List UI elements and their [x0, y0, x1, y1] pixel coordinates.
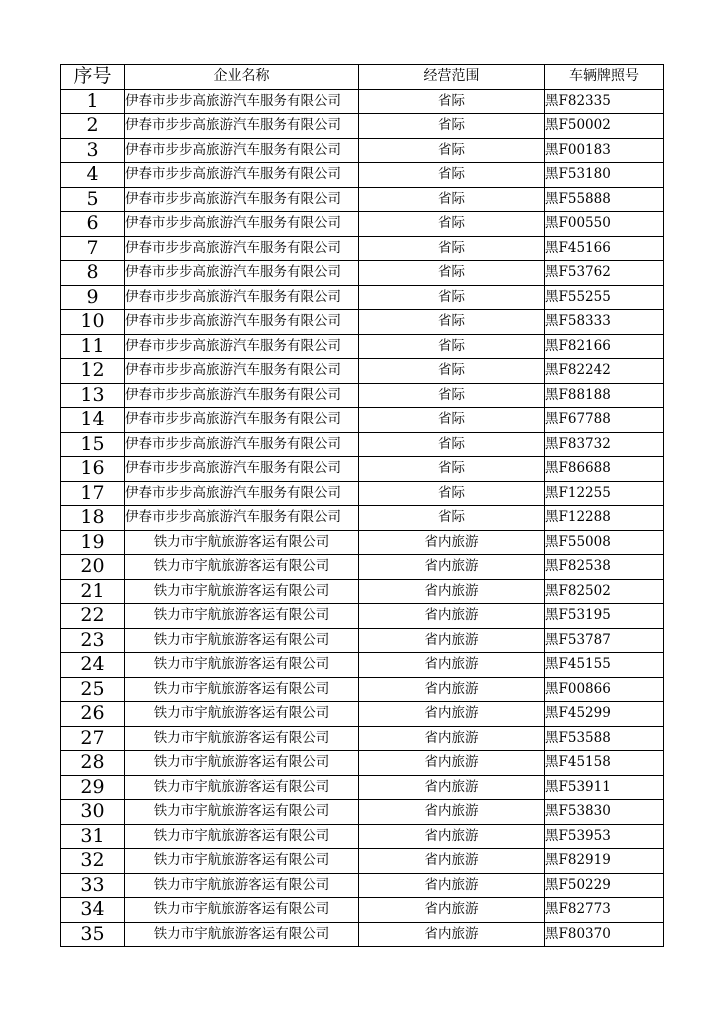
- row-plate-cell: 黑F82166: [545, 334, 664, 359]
- row-company-cell: 伊春市步步高旅游汽车服务有限公司: [125, 212, 359, 237]
- row-plate-cell: 黑F45158: [545, 751, 664, 776]
- row-seq-cell: 13: [61, 383, 125, 408]
- row-scope-cell: 省内旅游: [359, 702, 545, 727]
- header-company: 企业名称: [125, 65, 359, 90]
- table-row: [61, 114, 664, 139]
- row-seq-cell: 20: [61, 555, 125, 580]
- row-scope-cell: 省际: [359, 481, 545, 506]
- row-seq-cell: 22: [61, 604, 125, 629]
- row-scope-cell: 省内旅游: [359, 628, 545, 653]
- row-company-cell: 铁力市宇航旅游客运有限公司: [125, 677, 359, 702]
- row-plate-cell: 黑F55008: [545, 530, 664, 555]
- row-plate-cell: 黑F55888: [545, 187, 664, 212]
- row-seq-cell: 35: [61, 922, 125, 947]
- table-row: [61, 334, 664, 359]
- table-row: [61, 751, 664, 776]
- row-company-cell: 铁力市宇航旅游客运有限公司: [125, 849, 359, 874]
- table-row: [61, 359, 664, 384]
- row-scope-cell: 省内旅游: [359, 849, 545, 874]
- row-scope-cell: 省内旅游: [359, 800, 545, 825]
- row-plate-cell: 黑F50002: [545, 114, 664, 139]
- table-row: [61, 163, 664, 188]
- row-scope-cell: 省际: [359, 334, 545, 359]
- table-row: [61, 726, 664, 751]
- row-company-cell: 伊春市步步高旅游汽车服务有限公司: [125, 481, 359, 506]
- row-plate-cell: 黑F82242: [545, 359, 664, 384]
- table-row: [61, 653, 664, 678]
- row-seq-cell: 7: [61, 236, 125, 261]
- row-company-cell: 铁力市宇航旅游客运有限公司: [125, 530, 359, 555]
- row-seq-cell: 34: [61, 898, 125, 923]
- row-scope-cell: 省际: [359, 212, 545, 237]
- row-company-cell: 铁力市宇航旅游客运有限公司: [125, 873, 359, 898]
- table-row: [61, 922, 664, 947]
- row-scope-cell: 省内旅游: [359, 555, 545, 580]
- row-scope-cell: 省内旅游: [359, 751, 545, 776]
- row-seq-cell: 28: [61, 751, 125, 776]
- row-seq-cell: 2: [61, 114, 125, 139]
- row-seq-cell: 9: [61, 285, 125, 310]
- header-plate: 车辆牌照号: [545, 65, 664, 90]
- table-body: [61, 89, 664, 947]
- row-company-cell: 伊春市步步高旅游汽车服务有限公司: [125, 457, 359, 482]
- row-scope-cell: 省际: [359, 408, 545, 433]
- row-plate-cell: 黑F86688: [545, 457, 664, 482]
- row-seq-cell: 33: [61, 873, 125, 898]
- row-plate-cell: 黑F88188: [545, 383, 664, 408]
- row-scope-cell: 省际: [359, 261, 545, 286]
- table-row: [61, 138, 664, 163]
- row-company-cell: 伊春市步步高旅游汽车服务有限公司: [125, 310, 359, 335]
- row-seq-cell: 17: [61, 481, 125, 506]
- table-row: [61, 236, 664, 261]
- row-seq-cell: 26: [61, 702, 125, 727]
- table-row: [61, 849, 664, 874]
- row-plate-cell: 黑F53830: [545, 800, 664, 825]
- row-seq-cell: 16: [61, 457, 125, 482]
- row-scope-cell: 省内旅游: [359, 604, 545, 629]
- row-plate-cell: 黑F53911: [545, 775, 664, 800]
- row-company-cell: 伊春市步步高旅游汽车服务有限公司: [125, 408, 359, 433]
- row-scope-cell: 省际: [359, 187, 545, 212]
- header-scope: 经营范围: [359, 65, 545, 90]
- row-plate-cell: 黑F67788: [545, 408, 664, 433]
- row-scope-cell: 省际: [359, 138, 545, 163]
- table-row: [61, 579, 664, 604]
- row-plate-cell: 黑F53762: [545, 261, 664, 286]
- row-company-cell: 伊春市步步高旅游汽车服务有限公司: [125, 506, 359, 531]
- table-row: [61, 285, 664, 310]
- row-scope-cell: 省际: [359, 432, 545, 457]
- row-scope-cell: 省际: [359, 89, 545, 114]
- row-scope-cell: 省内旅游: [359, 898, 545, 923]
- row-scope-cell: 省际: [359, 285, 545, 310]
- table-row: [61, 481, 664, 506]
- row-company-cell: 铁力市宇航旅游客运有限公司: [125, 800, 359, 825]
- row-plate-cell: 黑F53180: [545, 163, 664, 188]
- row-plate-cell: 黑F50229: [545, 873, 664, 898]
- row-seq-cell: 29: [61, 775, 125, 800]
- row-plate-cell: 黑F00550: [545, 212, 664, 237]
- row-seq-cell: 18: [61, 506, 125, 531]
- row-company-cell: 铁力市宇航旅游客运有限公司: [125, 824, 359, 849]
- row-plate-cell: 黑F82919: [545, 849, 664, 874]
- table-row: [61, 898, 664, 923]
- table-row: [61, 775, 664, 800]
- table-row: [61, 702, 664, 727]
- row-scope-cell: 省内旅游: [359, 824, 545, 849]
- table-row: [61, 800, 664, 825]
- row-plate-cell: 黑F45166: [545, 236, 664, 261]
- row-seq-cell: 31: [61, 824, 125, 849]
- table-row: [61, 628, 664, 653]
- row-plate-cell: 黑F53195: [545, 604, 664, 629]
- row-plate-cell: 黑F12255: [545, 481, 664, 506]
- row-company-cell: 伊春市步步高旅游汽车服务有限公司: [125, 383, 359, 408]
- row-scope-cell: 省际: [359, 310, 545, 335]
- row-plate-cell: 黑F53588: [545, 726, 664, 751]
- table-row: [61, 873, 664, 898]
- row-company-cell: 伊春市步步高旅游汽车服务有限公司: [125, 138, 359, 163]
- row-scope-cell: 省际: [359, 114, 545, 139]
- row-company-cell: 伊春市步步高旅游汽车服务有限公司: [125, 261, 359, 286]
- row-scope-cell: 省内旅游: [359, 579, 545, 604]
- vehicle-registry-table: [60, 64, 664, 947]
- row-plate-cell: 黑F82335: [545, 89, 664, 114]
- row-company-cell: 伊春市步步高旅游汽车服务有限公司: [125, 114, 359, 139]
- row-company-cell: 伊春市步步高旅游汽车服务有限公司: [125, 187, 359, 212]
- row-plate-cell: 黑F00183: [545, 138, 664, 163]
- row-company-cell: 伊春市步步高旅游汽车服务有限公司: [125, 334, 359, 359]
- table-row: [61, 506, 664, 531]
- row-seq-cell: 27: [61, 726, 125, 751]
- row-plate-cell: 黑F53787: [545, 628, 664, 653]
- row-scope-cell: 省际: [359, 236, 545, 261]
- row-company-cell: 铁力市宇航旅游客运有限公司: [125, 775, 359, 800]
- row-company-cell: 伊春市步步高旅游汽车服务有限公司: [125, 432, 359, 457]
- row-seq-cell: 15: [61, 432, 125, 457]
- row-seq-cell: 25: [61, 677, 125, 702]
- row-seq-cell: 4: [61, 163, 125, 188]
- row-company-cell: 铁力市宇航旅游客运有限公司: [125, 751, 359, 776]
- table-row: [61, 408, 664, 433]
- row-company-cell: 铁力市宇航旅游客运有限公司: [125, 922, 359, 947]
- row-company-cell: 铁力市宇航旅游客运有限公司: [125, 628, 359, 653]
- row-plate-cell: 黑F58333: [545, 310, 664, 335]
- row-plate-cell: 黑F83732: [545, 432, 664, 457]
- row-company-cell: 铁力市宇航旅游客运有限公司: [125, 579, 359, 604]
- row-plate-cell: 黑F82773: [545, 898, 664, 923]
- row-scope-cell: 省内旅游: [359, 677, 545, 702]
- row-seq-cell: 11: [61, 334, 125, 359]
- table-row: [61, 432, 664, 457]
- row-scope-cell: 省内旅游: [359, 653, 545, 678]
- row-seq-cell: 32: [61, 849, 125, 874]
- row-plate-cell: 黑F55255: [545, 285, 664, 310]
- row-scope-cell: 省际: [359, 359, 545, 384]
- header-row: [61, 65, 664, 90]
- table-row: [61, 604, 664, 629]
- table-row: [61, 261, 664, 286]
- row-seq-cell: 14: [61, 408, 125, 433]
- row-plate-cell: 黑F45155: [545, 653, 664, 678]
- row-plate-cell: 黑F82502: [545, 579, 664, 604]
- row-scope-cell: 省内旅游: [359, 873, 545, 898]
- row-scope-cell: 省际: [359, 163, 545, 188]
- row-company-cell: 铁力市宇航旅游客运有限公司: [125, 726, 359, 751]
- row-plate-cell: 黑F00866: [545, 677, 664, 702]
- table-row: [61, 310, 664, 335]
- row-scope-cell: 省内旅游: [359, 530, 545, 555]
- table-row: [61, 457, 664, 482]
- row-company-cell: 铁力市宇航旅游客运有限公司: [125, 555, 359, 580]
- row-seq-cell: 5: [61, 187, 125, 212]
- row-company-cell: 铁力市宇航旅游客运有限公司: [125, 653, 359, 678]
- row-seq-cell: 1: [61, 89, 125, 114]
- row-seq-cell: 3: [61, 138, 125, 163]
- row-company-cell: 铁力市宇航旅游客运有限公司: [125, 604, 359, 629]
- row-plate-cell: 黑F12288: [545, 506, 664, 531]
- row-seq-cell: 23: [61, 628, 125, 653]
- table-row: [61, 212, 664, 237]
- table-row: [61, 555, 664, 580]
- row-seq-cell: 8: [61, 261, 125, 286]
- row-company-cell: 伊春市步步高旅游汽车服务有限公司: [125, 359, 359, 384]
- table-row: [61, 824, 664, 849]
- row-seq-cell: 6: [61, 212, 125, 237]
- row-company-cell: 伊春市步步高旅游汽车服务有限公司: [125, 236, 359, 261]
- row-company-cell: 铁力市宇航旅游客运有限公司: [125, 702, 359, 727]
- header-seq: 序号: [61, 65, 125, 90]
- row-company-cell: 伊春市步步高旅游汽车服务有限公司: [125, 163, 359, 188]
- table-row: [61, 677, 664, 702]
- row-company-cell: 铁力市宇航旅游客运有限公司: [125, 898, 359, 923]
- table-row: [61, 89, 664, 114]
- row-scope-cell: 省际: [359, 383, 545, 408]
- row-company-cell: 伊春市步步高旅游汽车服务有限公司: [125, 89, 359, 114]
- row-scope-cell: 省际: [359, 457, 545, 482]
- table-row: [61, 383, 664, 408]
- row-seq-cell: 30: [61, 800, 125, 825]
- table-row: [61, 187, 664, 212]
- row-scope-cell: 省内旅游: [359, 726, 545, 751]
- row-seq-cell: 12: [61, 359, 125, 384]
- table-row: [61, 530, 664, 555]
- row-seq-cell: 10: [61, 310, 125, 335]
- row-scope-cell: 省内旅游: [359, 922, 545, 947]
- row-plate-cell: 黑F80370: [545, 922, 664, 947]
- row-seq-cell: 19: [61, 530, 125, 555]
- row-scope-cell: 省内旅游: [359, 775, 545, 800]
- row-plate-cell: 黑F53953: [545, 824, 664, 849]
- row-seq-cell: 24: [61, 653, 125, 678]
- row-seq-cell: 21: [61, 579, 125, 604]
- row-company-cell: 伊春市步步高旅游汽车服务有限公司: [125, 285, 359, 310]
- row-scope-cell: 省际: [359, 506, 545, 531]
- row-plate-cell: 黑F45299: [545, 702, 664, 727]
- row-plate-cell: 黑F82538: [545, 555, 664, 580]
